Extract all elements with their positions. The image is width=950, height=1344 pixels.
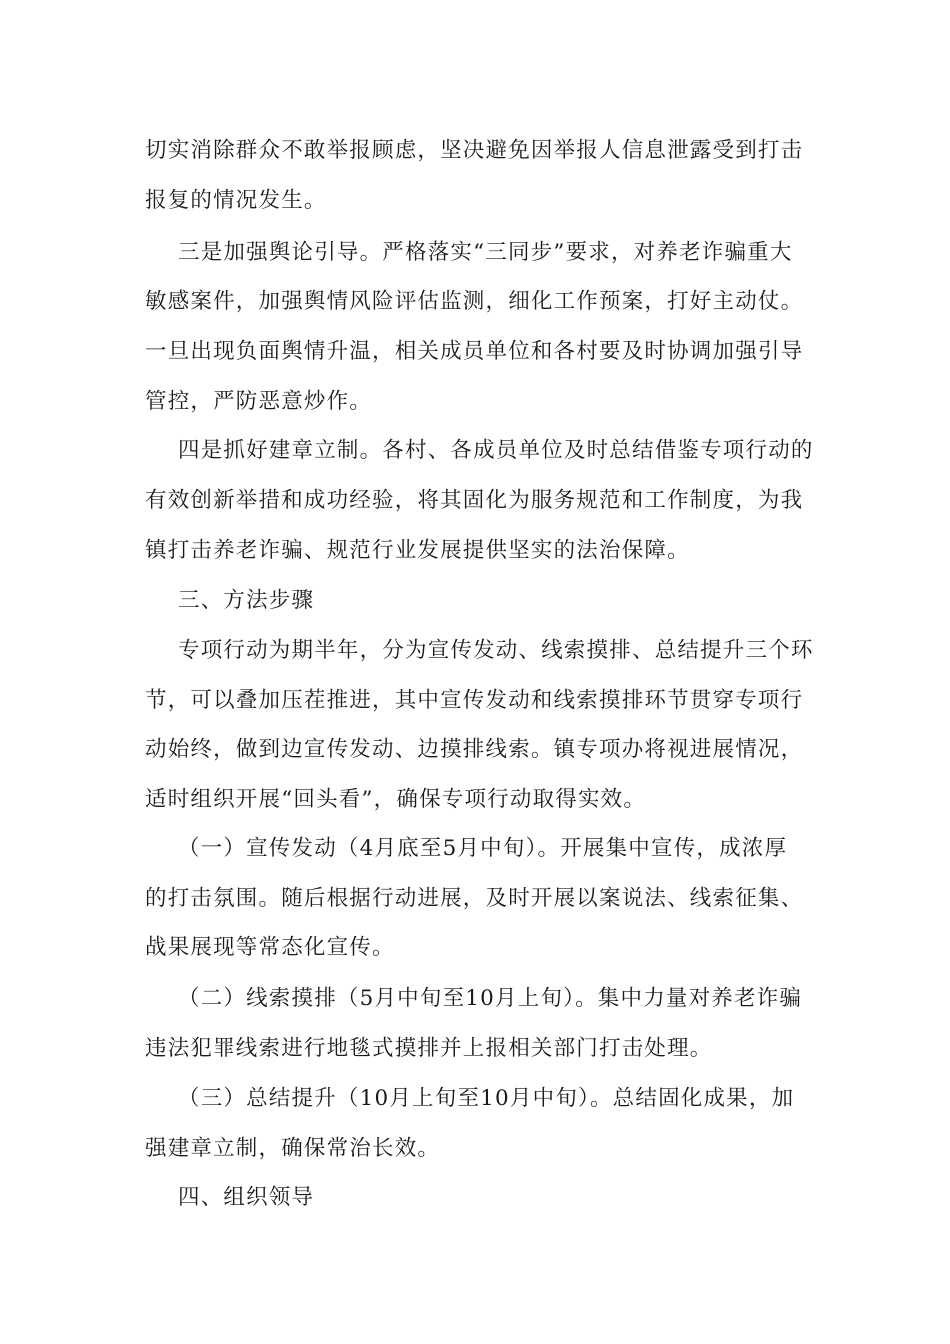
paragraph-line: （二）线索摸排（5月中旬至10月上旬）。集中力量对养老诈骗 [178, 986, 803, 1011]
paragraph-line: 专项行动为期半年，分为宣传发动、线索摸排、总结提升三个环 [178, 638, 814, 663]
paragraph-line: 动始终，做到边宣传发动、边摸排线索。镇专项办将视进展情况， [145, 737, 804, 762]
paragraph-line: 镇打击养老诈骗、规范行业发展提供坚实的法治保障。 [145, 538, 690, 563]
paragraph-line: 适时组织开展“回头看”，确保专项行动取得实效。 [145, 787, 647, 812]
paragraph-line: 一旦出现负面舆情升温，相关成员单位和各村要及时协调加强引导 [145, 339, 804, 364]
paragraph-line: （一）宣传发动（4月底至5月中旬）。开展集中宣传，成浓厚 [178, 836, 788, 861]
paragraph-line: 四是抓好建章立制。各村、各成员单位及时总结借鉴专项行动的 [178, 438, 814, 463]
paragraph-line: 切实消除群众不敢举报顾虑，坚决避免因举报人信息泄露受到打击 [145, 138, 804, 163]
paragraph-line: 节，可以叠加压茬推进，其中宣传发动和线索摸排环节贯穿专项行 [145, 688, 804, 713]
paragraph-line: 战果展现等常态化宣传。 [145, 935, 395, 960]
paragraph-line: 管控，严防恶意炒作。 [145, 389, 373, 414]
section-heading: 四、组织领导 [178, 1185, 315, 1210]
paragraph-line: （三）总结提升（10月上旬至10月中旬）。总结固化成果，加 [178, 1086, 795, 1111]
paragraph-line: 有效创新举措和成功经验，将其固化为服务规范和工作制度，为我 [145, 488, 804, 513]
paragraph-line: 报复的情况发生。 [145, 188, 327, 213]
paragraph-line: 的打击氛围。随后根据行动进展，及时开展以案说法、线索征集、 [145, 886, 804, 911]
section-heading: 三、方法步骤 [178, 588, 315, 613]
paragraph-line: 三是加强舆论引导。严格落实“三同步”要求，对养老诈骗重大 [178, 240, 793, 265]
paragraph-line: 敏感案件，加强舆情风险评估监测，细化工作预案，打好主动仗。 [145, 289, 804, 314]
paragraph-line: 强建章立制，确保常治长效。 [145, 1136, 441, 1161]
paragraph-line: 违法犯罪线索进行地毯式摸排并上报相关部门打击处理。 [145, 1036, 713, 1061]
